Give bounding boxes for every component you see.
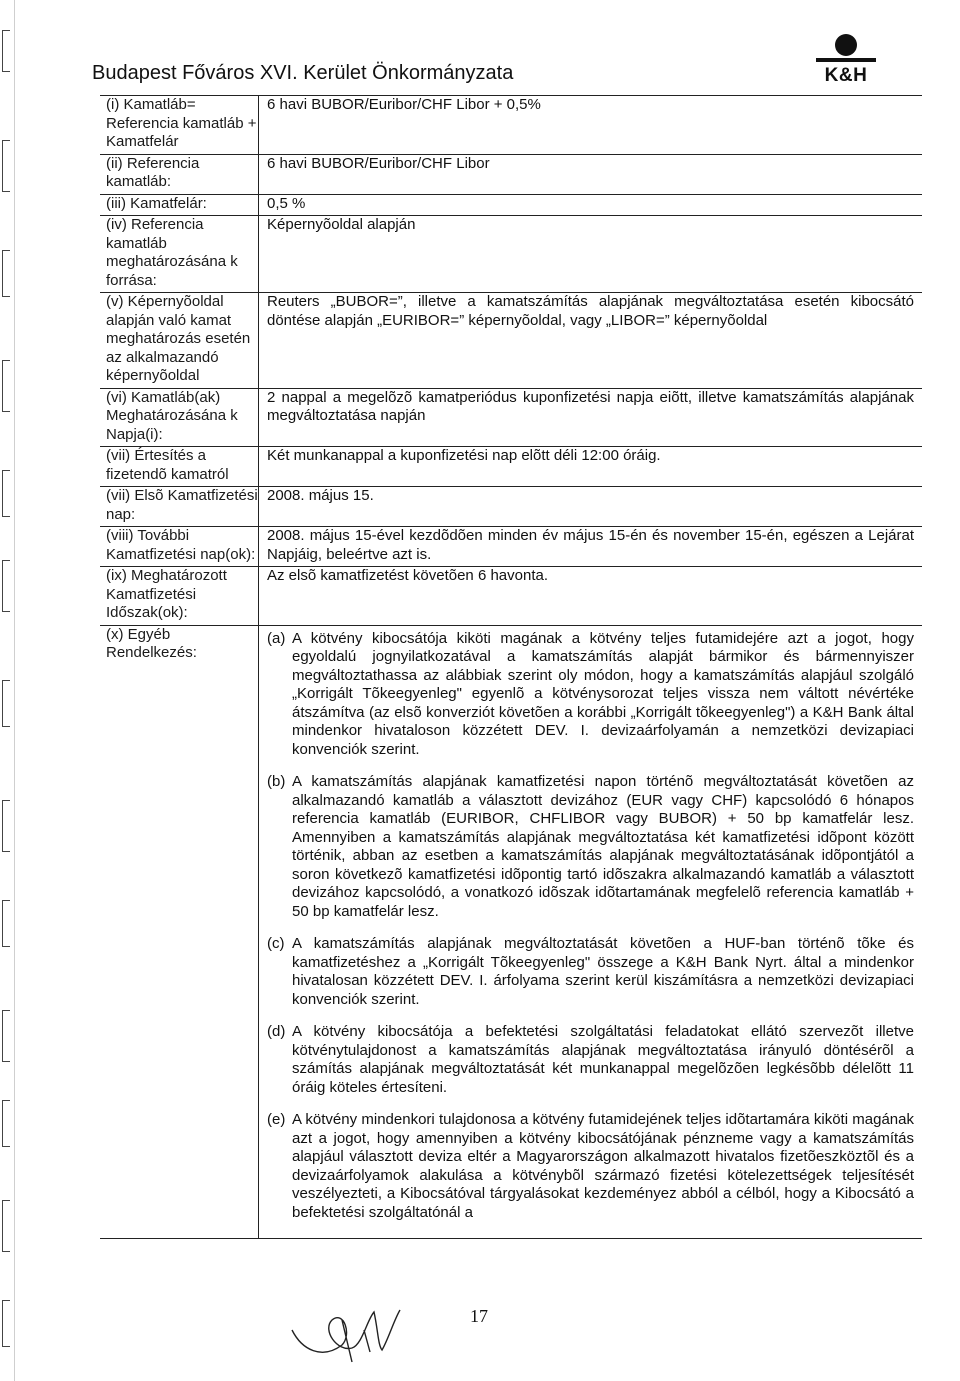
scan-mark: [2, 30, 10, 72]
term-value: [258, 527, 922, 566]
term-label: (vii) Értesítés a fizetendõ kamatról: [106, 447, 229, 483]
term-value: [258, 293, 922, 388]
scan-mark: [2, 800, 10, 852]
term-value: [258, 195, 922, 216]
provision-item: [267, 1023, 914, 1097]
provision-item: [267, 773, 914, 921]
term-value-text: 6 havi BUBOR/Euribor/CHF Libor: [267, 154, 490, 172]
provision-text: A kötvény mindenkori tulajdonosa a kötvény futamidejének teljes idõtartamára kiköti magának azt a jogot, hogy amennyiben a kötvény kibocsátójának pénzneme vagy a kamatszámítás alapjául választott deviza eltér a Magyarországon alkalmazott hivatalos fizetõeszköztõl és a devizaárfolyamok alakulása a kötvénybõl származó fizetési kötelezettségek teljesítését veszélyezteti, a Kibocsátóval tárgyalásokat kezdeményez abból a célból, hogy a Kibocsátó a befektetési szolgáltatónál a: [292, 1111, 914, 1221]
term-label: (iii) Kamatfelár:: [106, 194, 207, 212]
provision-item: [267, 1111, 914, 1222]
term-value-text: 2008. május 15-ével kezdõdõen minden év május 15-én és november 15-én, egészen a Lejárat Napjáig, beleértve azt is.: [267, 527, 914, 563]
term-value-text: 0,5 %: [267, 194, 306, 212]
page-number: 17: [470, 1306, 488, 1326]
provision-text: A kötvény kibocsátója kiköti magának a kötvény teljes futamidejére azt a jogot, hogy egyoldalú jognyilatkozatával a kamatszámítás alapját bármikor és bármennyiszer megváltoztathassa az alábbiak szerint oly módon, hogy a kamatszámítás alapjául szolgáló „Korrigált Tõkeegyenleg" egyenlõ a kötvénysorozat teljes vissza nem váltott névértéke átszámítva (az elsõ konverziót követõen a korábbi „Korrigált tõkeegyenleg") a K&H Bank által mindenkor hivataloson közzétett DEV. I. devizaárfolyamán a nemzetközi devizapiaci konvenciók szerint.: [292, 629, 914, 758]
scan-mark: [2, 250, 10, 297]
scan-mark: [2, 1100, 10, 1147]
term-value-text: Két munkanappal a kuponfizetési nap elõtt déli 12:00 óráig.: [267, 447, 661, 464]
terms-table: [100, 95, 922, 1239]
term-value: [258, 96, 922, 154]
term-value: [258, 487, 922, 526]
terms-row: [100, 447, 922, 487]
provision-item: [267, 630, 914, 760]
term-value-text: Képernyõoldal alapján: [267, 216, 416, 233]
term-label: (vii) Elsõ Kamatfizetési nap:: [106, 487, 258, 523]
term-value: [258, 567, 922, 625]
terms-row: [100, 216, 922, 293]
term-value-text: 2008. május 15.: [267, 487, 374, 504]
term-label: (i) Kamatláb= Referencia kamatláb + Kamatfelár: [106, 96, 257, 150]
scan-mark: [2, 470, 10, 517]
signature: [282, 1290, 422, 1370]
provision-item: [267, 935, 914, 1009]
term-value: [258, 447, 922, 486]
terms-row: [100, 195, 922, 217]
provision-key: (c): [267, 935, 285, 952]
terms-row: [100, 487, 922, 527]
terms-row: [100, 527, 922, 567]
scan-mark: [2, 360, 10, 412]
term-value-text: Reuters „BUBOR=”, illetve a kamatszámítás alapjának megváltoztatása esetén kibocsátó döntése alapján „EURIBOR=” képernyõoldal, vagy „LIBOR=” képernyõoldal: [267, 293, 914, 329]
terms-row: [100, 626, 922, 1240]
term-value: [258, 216, 922, 292]
term-label: (x) Egyéb Rendelkezés:: [106, 625, 197, 661]
kh-bank-logo: [816, 34, 876, 88]
logo-bar: [816, 58, 876, 62]
provision-text: A kamatszámítás alapjának megváltoztatását követõen a HUF-ban történõ tõke és kamatfizetéshez a „Korrigált Tõkeegyenleg" összege a K&H Bank Nyrt. által a mindenkor hivatalosan közzétett DEV. I. árfolyama szerint kerül kiszámításra a nemzetközi devizapiaci konvenciók szerint.: [292, 935, 914, 1008]
terms-row: [100, 155, 922, 195]
term-value-text: 6 havi BUBOR/Euribor/CHF Libor + 0,5%: [267, 96, 541, 113]
term-label: (viii) További Kamatfizetési nap(ok):: [106, 527, 256, 563]
provision-text: A kamatszámítás alapjának kamatfizetési napon történõ megváltoztatását követõen az alkalmazandó kamatláb a választott devizához (EUR vagy CHF) kapcsolódó 6 hónapos referencia kamatláb (EURIBOR, CHFLIBOR vagy BUBOR) + 50 bp kamatfelár lesz. Amennyiben a kamatszámítás alapjának megváltoztatása két kamatfizetési idõpont között történik, abban az esetben a kamatszámítás alapjának megváltoztatásának idõpontjától a soron következõ kamatfizetési idõpontig tartó idõszakra alkalmazandó kamatláb a választott devizához kapcsolódó, a vonatkozó idõszak idõtartamának megfelelõ referencia kamatláb + 50 bp kamatfelár lesz.: [292, 773, 914, 920]
scan-left-margin: [0, 0, 15, 1381]
term-label: (ix) Meghatározott Kamatfizetési Időszak(ok):: [106, 567, 227, 621]
term-value: [258, 389, 922, 447]
term-value: [258, 155, 922, 194]
terms-row: [100, 293, 922, 389]
provision-key: (b): [267, 773, 286, 790]
provision-key: (e): [267, 1111, 286, 1128]
scan-mark: [2, 1300, 10, 1347]
term-value: [258, 626, 922, 1239]
logo-dot-icon: [835, 34, 857, 56]
provision-text: A kötvény kibocsátója a befektetési szolgáltatási feladatokat ellátó szervezõt illetve kötvénytulajdonost a kamatszámítás alapjának megváltoztatása irányuló döntésérõl a számítás alapjának megváltoztatását két munkanappal megelõzõen legkésõbb délelõtt 11 óráig köteles értesíteni.: [292, 1023, 914, 1096]
logo-text: K&H: [824, 65, 868, 86]
term-label: (ii) Referencia kamatláb:: [106, 154, 200, 190]
page-header-title: Budapest Főváros XVI. Kerület Önkormányzata: [92, 62, 514, 84]
scan-mark: [2, 900, 10, 947]
terms-row: [100, 95, 922, 155]
term-label: (vi) Kamatláb(ak) Meghatározásána k Napja(i):: [106, 388, 238, 443]
provision-key: (a): [267, 629, 286, 647]
term-label: (iv) Referencia kamatláb meghatározásána k forrása:: [106, 216, 238, 289]
scan-mark: [2, 680, 10, 727]
scan-mark: [2, 140, 10, 192]
term-value-text: 2 nappal a megelõzõ kamatperiódus kuponfizetési napja eiõtt, illetve kamatszámítás alapjának megváltoztatása napján: [267, 388, 914, 424]
provision-key: (d): [267, 1023, 286, 1040]
term-label: (v) Képernyõoldal alapján való kamat meghatározás esetén az alkalmazandó képernyõoldal: [106, 293, 251, 384]
terms-row: [100, 567, 922, 626]
term-value-text: Az elsõ kamatfizetést követõen 6 havonta.: [267, 567, 548, 584]
terms-row: [100, 389, 922, 448]
scan-mark: [2, 560, 10, 612]
scan-mark: [2, 1200, 10, 1252]
scan-mark: [2, 1010, 10, 1062]
